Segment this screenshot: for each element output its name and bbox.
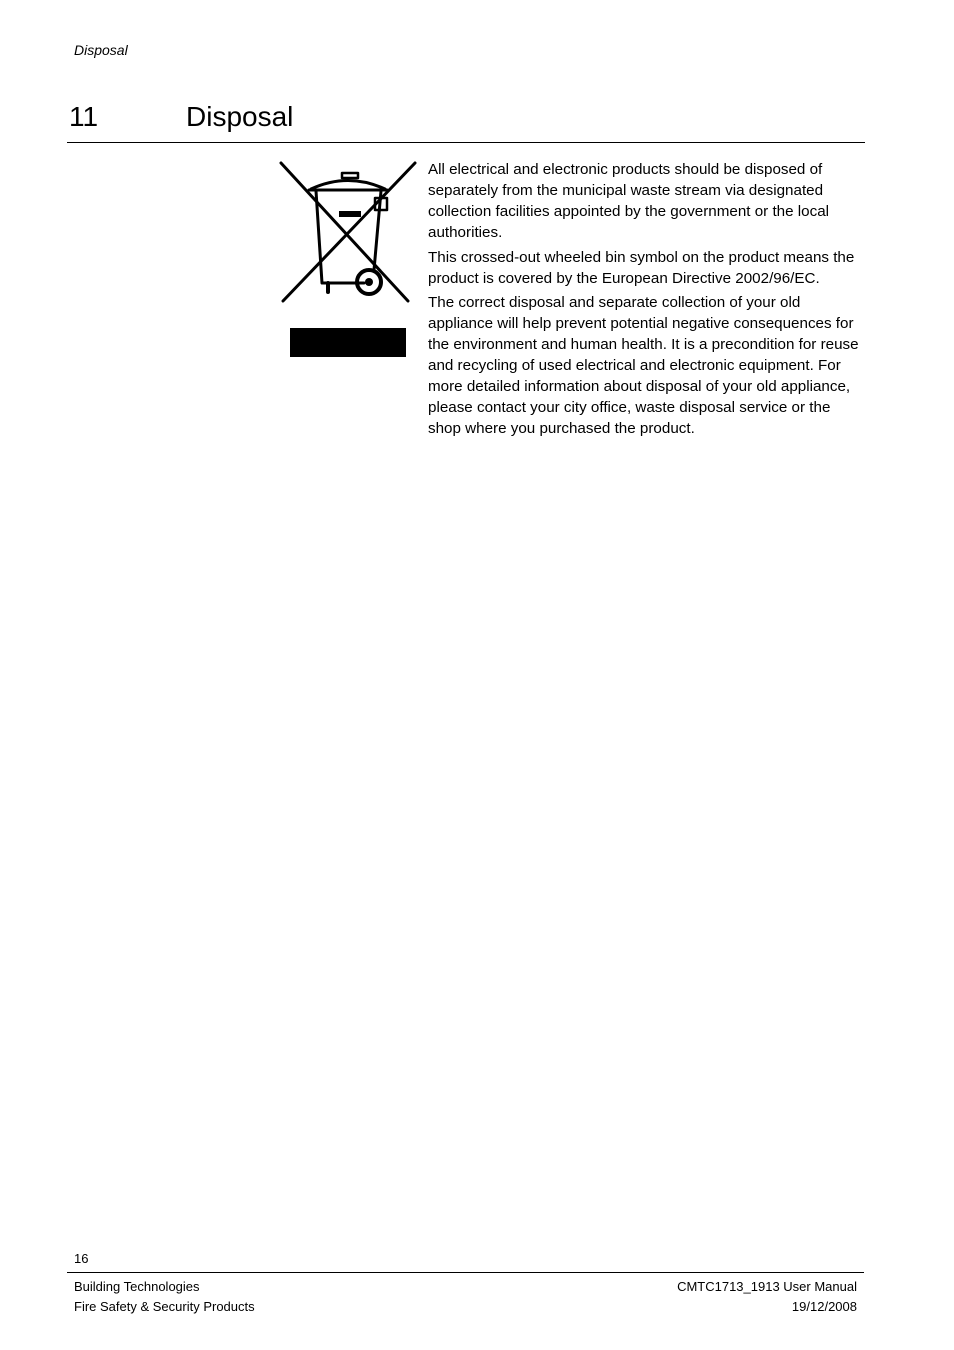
footer-date: 19/12/2008	[791, 1299, 857, 1314]
footer-left	[74, 1277, 255, 1317]
footer-company: Building Technologies	[74, 1279, 200, 1294]
crossed-out-wheeled-bin-icon	[278, 160, 418, 360]
footer-division: Fire Safety & Security Products	[74, 1299, 255, 1314]
chapter-title: Disposal	[186, 101, 294, 132]
footer-right	[677, 1277, 857, 1317]
page-number: 16	[74, 1251, 89, 1266]
paragraph-environment: The correct disposal and separate collection of your old appliance will help prevent potential negative consequences for the environment and human health. It is a precondition for reuse and recycling of used electrical and electronic equipment. For more detailed information about disposal of your old appliance, please contact your city office, waste disposal service or the shop where you purchased the product.	[428, 294, 859, 437]
chapter-number: 11	[69, 101, 99, 132]
running-header: Disposal	[74, 42, 128, 58]
paragraph-disposal-collection: All electrical and electronic products should be disposed of separately from the municipal waste stream via designated collection facilities appointed by the government or the local authorities.	[428, 161, 830, 241]
body-text	[428, 160, 864, 444]
chapter-heading	[67, 98, 865, 143]
symbol-underbar	[290, 328, 406, 357]
footer-divider	[67, 1272, 864, 1273]
paragraph-directive: This crossed-out wheeled bin symbol on the product means the product is covered by the European Directive 2002/96/EC.	[428, 248, 855, 287]
footer-document-title: CMTC1713_1913 User Manual	[677, 1279, 857, 1294]
